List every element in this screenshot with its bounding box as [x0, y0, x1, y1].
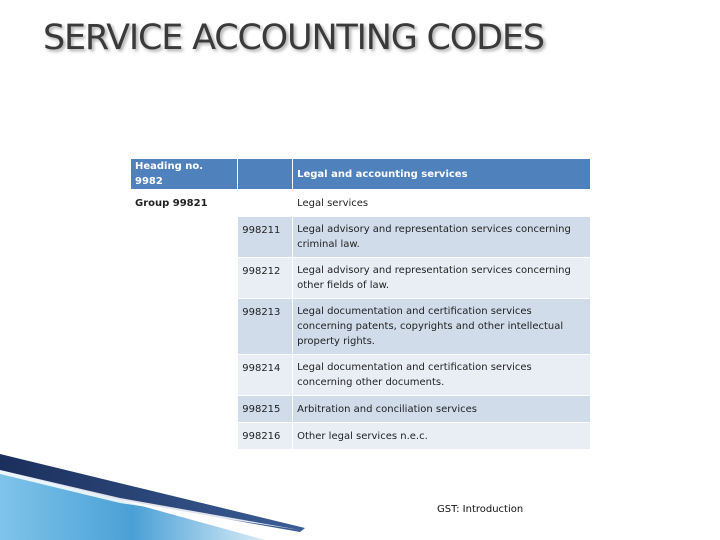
empty-cell	[131, 423, 238, 450]
service-code: 998215	[238, 396, 293, 423]
table-row	[131, 396, 590, 423]
service-description: Legal documentation and certification services concerning patents, copyrights and other intellectual property rights.	[293, 299, 590, 355]
table-row	[131, 299, 590, 355]
empty-cell	[131, 299, 238, 355]
table-row	[131, 217, 590, 258]
heading-label: Heading no. 9982	[131, 159, 238, 190]
table-row	[131, 355, 590, 396]
empty-cell	[131, 258, 238, 299]
group-description: Legal services	[293, 190, 590, 217]
heading-code-empty	[238, 159, 293, 190]
group-label: Group 99821	[131, 190, 238, 217]
service-description: Legal documentation and certification services concerning other documents.	[293, 355, 590, 396]
service-description: Arbitration and conciliation services	[293, 396, 590, 423]
service-description: Legal advisory and representation services concerning criminal law.	[293, 217, 590, 258]
empty-cell	[131, 396, 238, 423]
table-row	[131, 258, 590, 299]
service-description: Legal advisory and representation services concerning other fields of law.	[293, 258, 590, 299]
slide-footer: GST: Introduction	[437, 504, 524, 515]
service-description: Other legal services n.e.c.	[293, 423, 590, 450]
swoosh-dark-band	[0, 454, 305, 532]
swoosh-white-line	[0, 470, 300, 530]
service-code: 998213	[238, 299, 293, 355]
table-row	[131, 423, 590, 450]
slide-title: SERVICE ACCOUNTING CODES	[43, 18, 544, 58]
service-code: 998211	[238, 217, 293, 258]
group-row	[131, 190, 590, 217]
empty-cell	[131, 217, 238, 258]
heading-row	[131, 159, 590, 190]
service-code: 998212	[238, 258, 293, 299]
swoosh-light-band	[0, 466, 265, 540]
service-code: 998214	[238, 355, 293, 396]
group-code-empty	[238, 190, 293, 217]
service-codes-table	[131, 159, 590, 450]
service-code: 998216	[238, 423, 293, 450]
heading-description: Legal and accounting services	[293, 159, 590, 190]
empty-cell	[131, 355, 238, 396]
